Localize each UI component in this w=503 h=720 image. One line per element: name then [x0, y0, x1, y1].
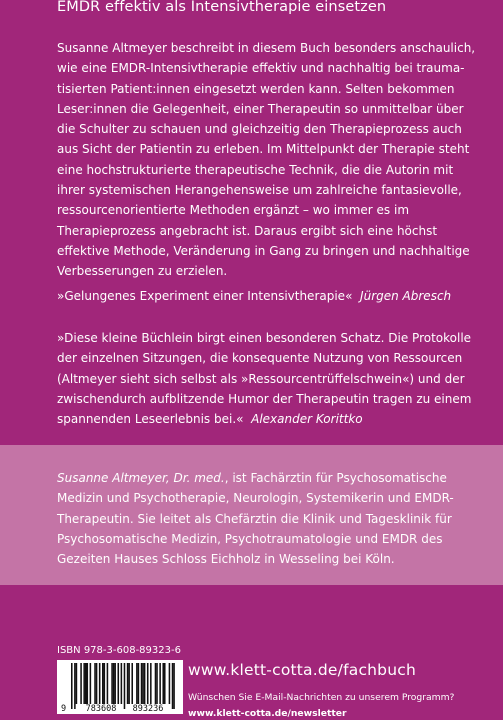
barcode-bar — [155, 663, 157, 704]
cover-headline: EMDR effektiv als Intensivtherapie einsetzen — [57, 0, 387, 15]
barcode-bar — [85, 663, 87, 704]
barcode-bar — [80, 663, 82, 704]
barcode-image — [57, 660, 183, 714]
barcode-bar — [83, 663, 85, 704]
barcode-bar — [96, 663, 98, 704]
barcode-bar — [141, 663, 143, 704]
barcode-bar — [111, 663, 113, 704]
barcode-bar — [102, 663, 104, 704]
fachbuch-link[interactable]: www.klett-cotta.de/fachbuch — [188, 661, 416, 679]
barcode-bar — [172, 663, 174, 709]
barcode-bar — [128, 663, 130, 704]
barcode-bar — [87, 663, 89, 704]
barcode-bar — [138, 663, 140, 704]
review-quote — [57, 328, 477, 429]
barcode-bar — [94, 663, 96, 704]
author-name: Susanne Altmeyer, Dr. med. — [57, 471, 225, 485]
barcode-bar — [159, 663, 161, 704]
quote-text: »Diese kleine Büchlein birgt einen besonderen Schatz. Die Protokolle der einzelnen Sitzungen, die konsequente Nutzung von Ressourcen (Altmeyer sieht sich selbst als »Ressourcentrüffelschwein«) und der zwischendurch aufblitzende Humor der Therapeutin tragen zu einem spannenden Leseerlebnis bei.« — [57, 331, 472, 427]
barcode-bar — [150, 663, 152, 704]
barcode-bar — [127, 663, 129, 704]
barcode-bar — [136, 663, 138, 704]
barcode-bar — [147, 663, 149, 704]
barcode-bar — [169, 663, 171, 704]
barcode-bar — [74, 663, 76, 709]
barcode-bar — [71, 663, 73, 709]
barcode-bar — [107, 663, 109, 704]
author-bio — [57, 468, 477, 569]
barcode-bar — [76, 663, 78, 704]
barcode-bar — [142, 663, 144, 704]
barcode-bar — [162, 663, 164, 704]
newsletter-prompt: Wünschen Sie E-Mail-Nachrichten zu unserem Programm? — [188, 692, 455, 703]
barcode-bar — [144, 663, 146, 704]
barcode — [57, 660, 183, 714]
barcode-bar — [114, 663, 116, 704]
svg-text:783608: 783608 — [85, 704, 117, 714]
isbn-label: ISBN 978-3-608-89323-6 — [57, 645, 181, 656]
blurb-text: Susanne Altmeyer beschreibt in diesem Buch besonders anschaulich, wie eine EMDR-Intensivtherapie effektiv und nachhaltig bei traumatisierten Patient:innen eingesetzt werden kann. Selten bekommen Leser:innen die Gelegenheit, einer Therapeutin so unmittelbar über die Schulter zu schauen und gleichzeitig den Therapieprozess auch aus Sicht der Patientin zu erleben. Im Mittelpunkt der Therapie steht eine hochstrukturierte therapeutische Technik, die die Autorin mit ihrer systemischen Herangehensweise um zahlreiche fantasievolle, ressourcenorientierte Methoden ergänzt – wo immer es im Therapieprozess angebracht ist. Daraus ergibt sich eine höchst effektive Methode, Veränderung in Gang zu bringen und nachhaltige Verbesserungen zu erzielen. — [57, 41, 476, 279]
author-bio-text: , ist Fachärztin für Psychosomatische Medizin und Psychotherapie, Neurologin, Systemikerin und EMDR-Therapeutin. Sie leitet als Chefärztin die Klinik und Tagesklinik für Psychosomatische Medizin, Psychotraumatologie und EMDR des Gezeiten Hauses Schloss Eichholz in Wesseling bei Köln. — [57, 471, 454, 567]
quote-author: Alexander Korittko — [251, 412, 363, 427]
barcode-bar — [173, 663, 175, 709]
quote-text: »Gelungenes Experiment einer Intensivtherapie« — [57, 289, 353, 303]
svg-text:9: 9 — [61, 704, 67, 714]
book-blurb — [57, 38, 477, 282]
barcode-bar — [121, 663, 123, 704]
barcode-bar — [164, 663, 166, 704]
barcode-bar — [156, 663, 158, 704]
svg-text:893236: 893236 — [132, 704, 164, 714]
barcode-bar — [104, 663, 106, 704]
author-bio-band — [0, 445, 503, 585]
barcode-bar — [113, 663, 115, 704]
quote-author: Jürgen Abresch — [360, 289, 452, 303]
barcode-bar — [118, 663, 120, 704]
barcode-bar — [99, 663, 101, 704]
newsletter-link[interactable]: www.klett-cotta.de/newsletter — [188, 708, 347, 719]
barcode-bar — [124, 663, 126, 709]
barcode-bar — [131, 663, 133, 704]
review-quote — [57, 286, 477, 306]
barcode-bar — [90, 663, 92, 704]
